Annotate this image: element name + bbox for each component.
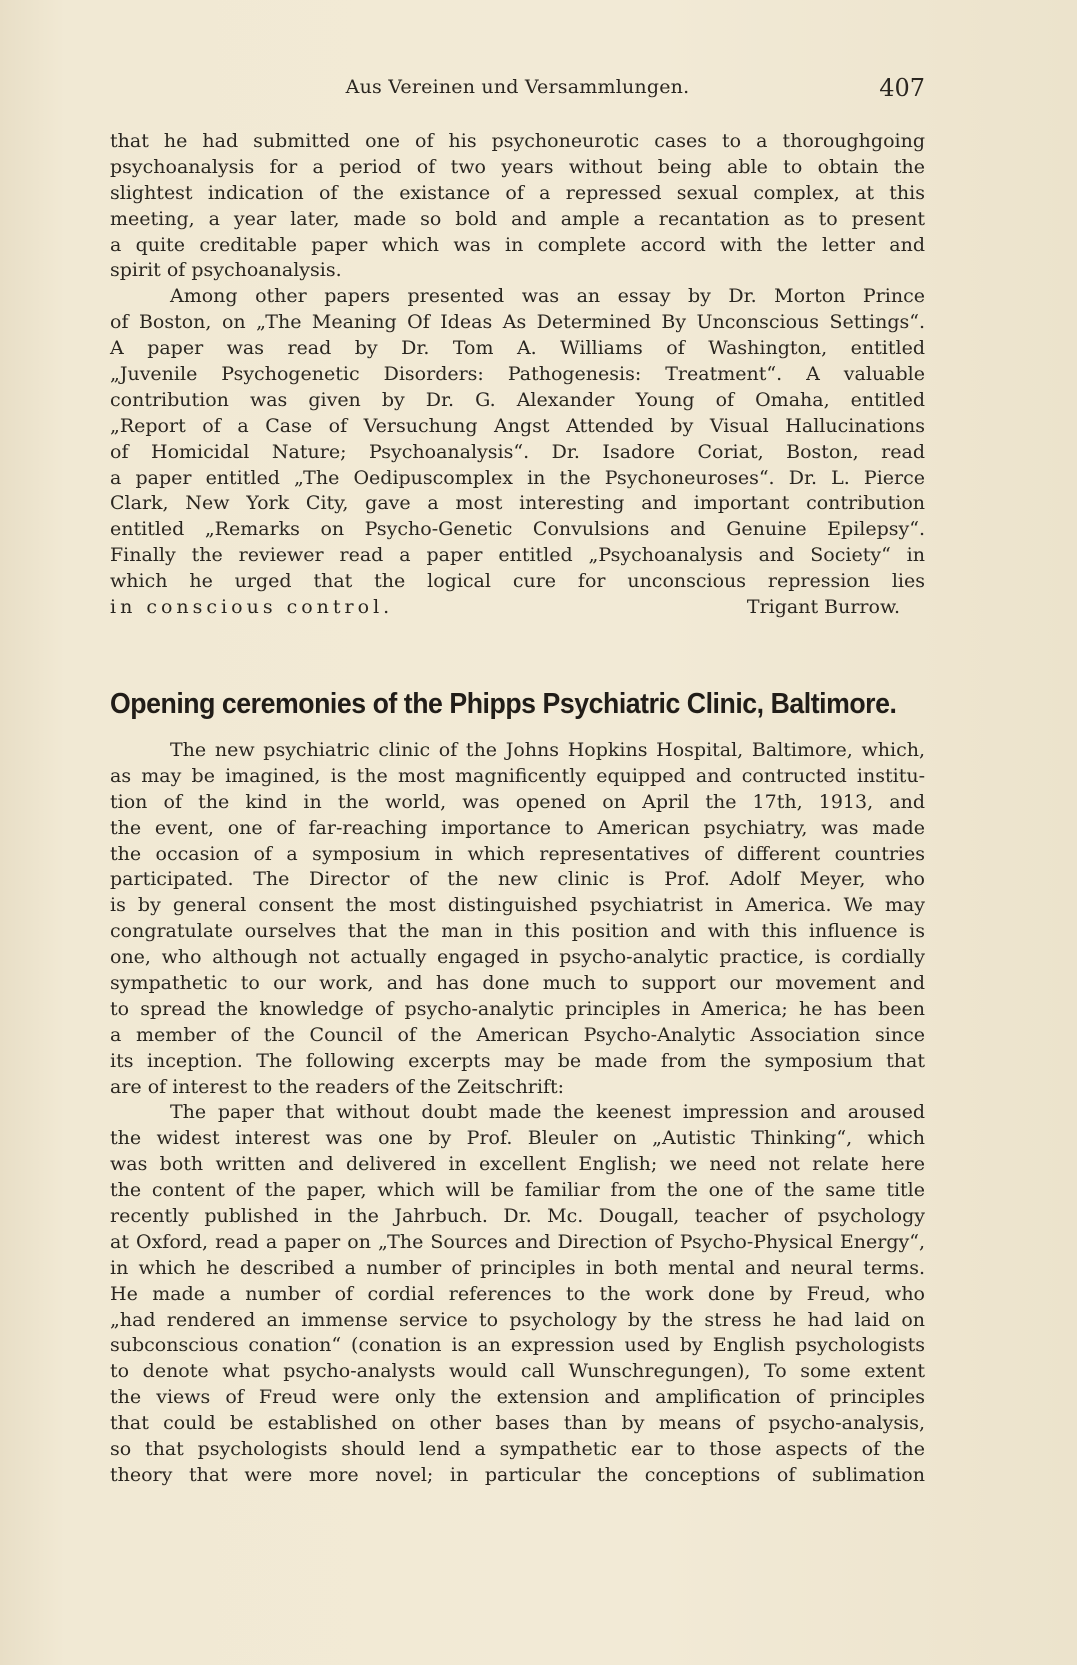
text-line: Finally the reviewer read a paper entitled „Psychoanalysis and Society“ in <box>110 544 925 567</box>
text-line: subconscious conation“ (conation is an expression used by English psychologists <box>110 1334 925 1357</box>
text-line: a quite creditable paper which was in complete accord with the letter and <box>110 233 925 256</box>
text-line: which he urged that the logical cure for unconscious repression lies <box>110 570 925 593</box>
text-line: The paper that without doubt made the keenest impression and aroused <box>170 1101 925 1124</box>
text-line: participated. The Director of the new clinic is Prof. Adolf Meyer, who <box>110 868 925 891</box>
text-line: as may be imagined, is the most magnificently equipped and contructed institu- <box>110 764 925 787</box>
text-line: congratulate ourselves that the man in this position and with this influence is <box>110 920 925 943</box>
text-line: „had rendered an immense service to psychology by the stress he had laid on <box>110 1308 925 1331</box>
text-line: He made a number of cordial references to the work done by Freud, who <box>110 1282 925 1305</box>
section-2-body <box>110 738 925 1489</box>
text-line: to spread the knowledge of psycho-analytic principles in America; he has been <box>110 997 925 1020</box>
text-line: psychoanalysis for a period of two years without being able to obtain the <box>110 155 925 178</box>
running-title: Aus Vereinen und Versammlungen. <box>345 76 690 98</box>
text-line: the occasion of a symposium in which representatives of different countries <box>110 842 925 865</box>
text-line: a member of the Council of the American Psycho-Analytic Association since <box>110 1023 925 1046</box>
text-line: A paper was read by Dr. Tom A. Williams of Washington, entitled <box>110 337 925 360</box>
text-line: that he had submitted one of his psychoneurotic cases to a thoroughgoing <box>110 130 925 152</box>
text-line: in conscious control. <box>110 596 394 619</box>
text-line: „Report of a Case of Versuchung Angst Attended by Visual Hallucinations <box>110 414 925 437</box>
text-line: recently published in the Jahrbuch. Dr. Mc. Dougall, teacher of psychology <box>110 1205 925 1228</box>
text-line: to denote what psycho-analysts would call Wunschregungen), To some extent <box>110 1360 925 1383</box>
running-header <box>110 76 925 106</box>
text-line: of Boston, on „The Meaning Of Ideas As Determined By Unconscious Settings“. <box>110 311 925 334</box>
text-line: „Juvenile Psychogenetic Disorders: Pathogenesis: Treatment“. A valuable <box>110 363 925 386</box>
text-line: is by general consent the most distinguished psychiatrist in America. We may <box>110 894 925 917</box>
closing-line <box>110 595 925 621</box>
text-line: contribution was given by Dr. G. Alexander Young of Omaha, entitled <box>110 388 925 411</box>
text-line: theory that were more novel; in particular the conceptions of sublimation <box>110 1463 925 1486</box>
text-line: was both written and delivered in excellent English; we need not relate here <box>110 1153 925 1176</box>
text-line: spirit of psychoanalysis. <box>110 259 342 282</box>
text-line: its inception. The following excerpts may be made from the symposium that <box>110 1049 925 1072</box>
text-line: so that psychologists should lend a sympathetic ear to those aspects of the <box>110 1438 925 1461</box>
text-line: meeting, a year later, made so bold and ample a recantation as to present <box>110 207 925 230</box>
text-line: at Oxford, read a paper on „The Sources and Direction of Psycho-Physical Energy“, <box>110 1230 925 1253</box>
text-line: are of interest to the readers of the Zeitschrift: <box>110 1075 565 1098</box>
text-line: in which he described a number of principles in both mental and neural terms. <box>110 1256 925 1279</box>
text-line: a paper entitled „The Oedipuscomplex in the Psychoneuroses“. Dr. L. Pierce <box>110 466 925 489</box>
section-1-body <box>110 129 925 621</box>
text-line: entitled „Remarks on Psycho-Genetic Convulsions and Genuine Epilepsy“. <box>110 518 925 541</box>
text-line: that could be established on other bases than by means of psycho-analysis, <box>110 1412 925 1435</box>
text-line: of Homicidal Nature; Psychoanalysis“. Dr. Isadore Coriat, Boston, read <box>110 440 925 463</box>
text-line: tion of the kind in the world, was opened on April the 17th, 1913, and <box>110 790 925 813</box>
text-line: slightest indication of the existance of a repressed sexual complex, at this <box>110 181 925 204</box>
text-line: sympathetic to our work, and has done much to support our movement and <box>110 972 925 995</box>
text-line: the widest interest was one by Prof. Bleuler on „Autistic Thinking“, which <box>110 1127 925 1150</box>
text-line: Clark, New York City, gave a most interesting and important contribution <box>110 492 925 515</box>
section-heading: Opening ceremonies of the Phipps Psychiatric Clinic, Baltimore. <box>110 688 897 720</box>
author-signature: Trigant Burrow. <box>746 596 900 619</box>
page-number: 407 <box>879 74 925 102</box>
text-line: the views of Freud were only the extension and amplification of principles <box>110 1386 925 1409</box>
text-line: The new psychiatric clinic of the Johns Hopkins Hospital, Baltimore, which, <box>170 739 925 761</box>
text-line: the content of the paper, which will be familiar from the one of the same title <box>110 1179 925 1202</box>
text-line: Among other papers presented was an essay by Dr. Morton Prince <box>170 285 925 308</box>
text-line: one, who although not actually engaged in psycho-analytic practice, is cordially <box>110 946 925 969</box>
text-line: the event, one of far-reaching importance to American psychiatry, was made <box>110 816 925 839</box>
